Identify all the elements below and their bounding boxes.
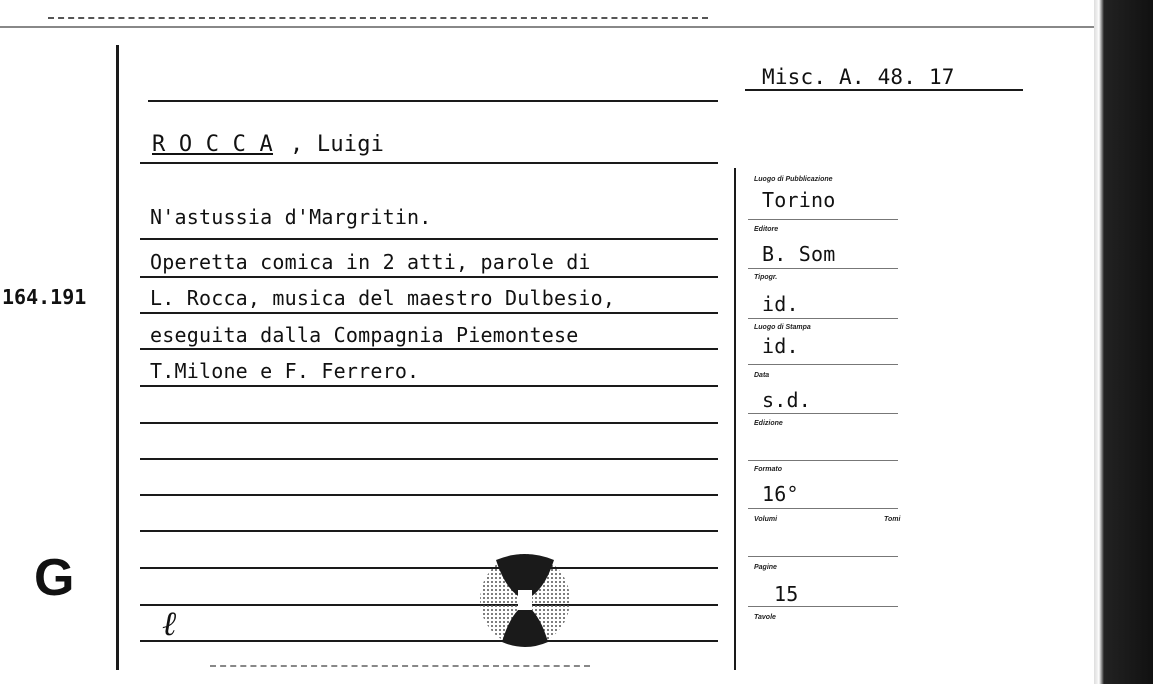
description-line-4: T.Milone e F. Ferrero. <box>150 359 420 383</box>
rule-editore <box>748 268 898 269</box>
label-edizione: Edizione <box>754 420 783 427</box>
rule-data <box>748 413 898 414</box>
rule-7 <box>140 385 718 387</box>
rule-5 <box>140 312 718 314</box>
rule-formato <box>748 508 898 509</box>
description-line-2: L. Rocca, musica del maestro Dulbesio, <box>150 286 616 310</box>
value-luogo-stampa: id. <box>762 334 799 358</box>
rule-9 <box>140 458 718 460</box>
value-formato: 16° <box>762 482 799 506</box>
value-pagine: 15 <box>774 582 799 606</box>
right-column-line <box>734 168 736 670</box>
author-given-name: , Luigi <box>290 132 385 157</box>
rule-10 <box>140 494 718 496</box>
rule-edizione <box>748 460 898 461</box>
rule-6 <box>140 348 718 350</box>
top-rule <box>0 26 1094 28</box>
library-stamp-icon <box>478 552 572 648</box>
left-margin-line <box>116 45 119 670</box>
label-data: Data <box>754 372 770 379</box>
rule-tipografo <box>748 318 898 319</box>
label-volumi: Volumi <box>754 516 778 523</box>
margin-number: 164.191 <box>2 285 87 309</box>
rule-14 <box>140 640 718 642</box>
value-editore: B. Som <box>762 242 836 266</box>
rule-1 <box>148 100 718 102</box>
rule-luogo-pubblicazione <box>748 219 898 220</box>
rule-volumi <box>748 556 898 557</box>
label-formato: Formato <box>754 466 782 473</box>
description-line-3: eseguita dalla Compagnia Piemontese <box>150 323 579 347</box>
label-tavole: Tavole <box>754 614 776 621</box>
author-surname: R O C C A <box>152 132 274 157</box>
shelfmark-rule <box>745 89 1023 91</box>
margin-letter: G <box>34 549 75 607</box>
label-editore: Editore <box>754 226 779 233</box>
label-tomi: Tomi <box>884 516 901 523</box>
rule-13 <box>140 604 718 606</box>
label-pagine: Pagine <box>754 564 777 571</box>
description-line-1: Operetta comica in 2 atti, parole di <box>150 250 591 274</box>
rule-4 <box>140 276 718 278</box>
shelfmark: Misc. A. 48. 17 <box>762 65 955 89</box>
top-edge <box>48 17 708 19</box>
card-edge-shadow <box>1094 0 1153 684</box>
label-tipografo: Tipogr. <box>754 274 778 281</box>
rule-8 <box>140 422 718 424</box>
value-tipografo: id. <box>762 292 799 316</box>
rule-luogo-stampa <box>748 364 898 365</box>
value-luogo-pubblicazione: Torino <box>762 188 836 212</box>
work-title: N'astussia d'Margritin. <box>150 205 432 229</box>
rule-11 <box>140 530 718 532</box>
rule-3 <box>140 238 718 240</box>
value-data: s.d. <box>762 388 811 412</box>
label-luogo-pubblicazione: Luogo di Pubblicazione <box>754 176 833 183</box>
rule-2 <box>140 162 718 164</box>
bottom-edge <box>210 665 590 667</box>
rule-12 <box>140 567 718 569</box>
rule-pagine <box>748 606 898 607</box>
handwritten-mark: ℓ <box>162 604 177 644</box>
label-luogo-stampa: Luogo di Stampa <box>754 324 811 331</box>
